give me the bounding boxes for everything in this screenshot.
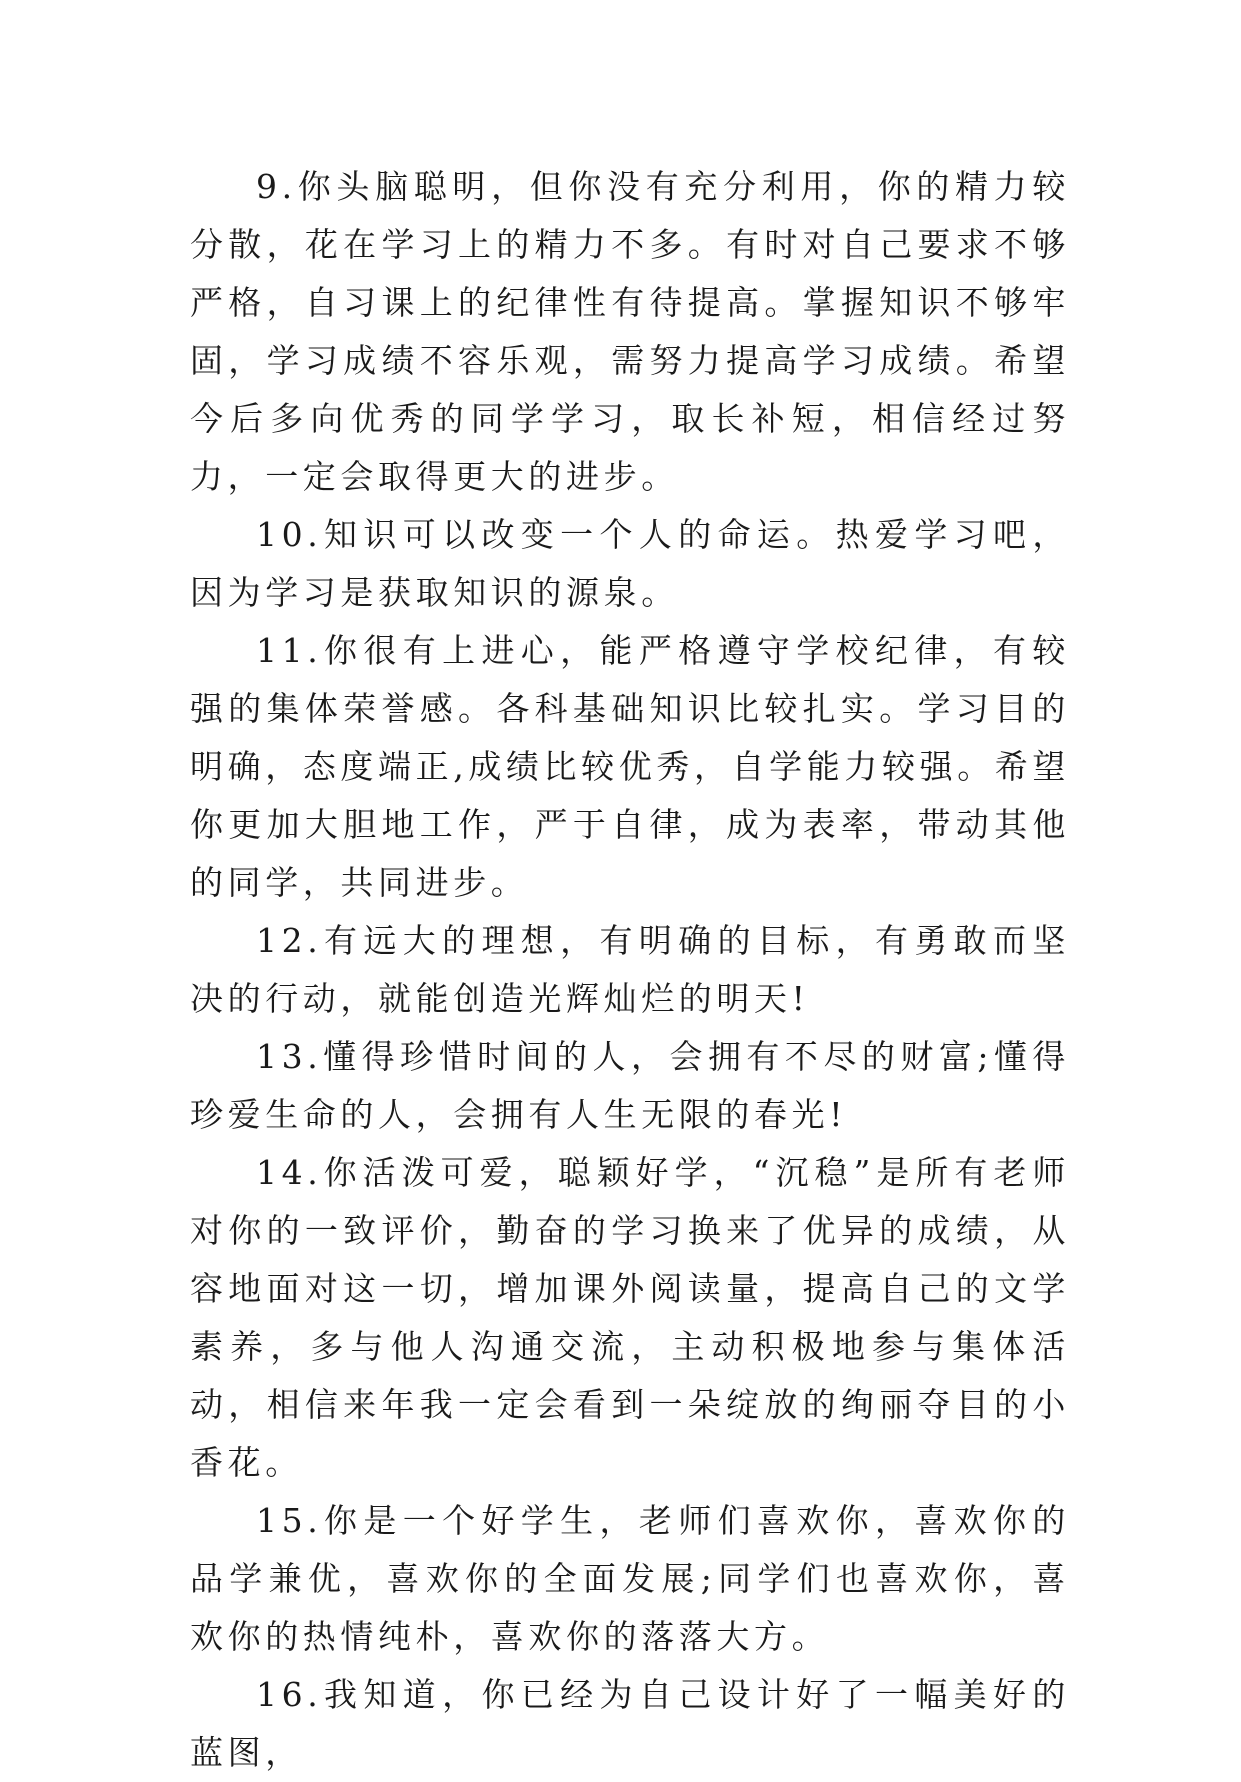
document-body bbox=[190, 158, 1070, 1782]
paragraph-9: 9.你头脑聪明，但你没有充分利用，你的精力较分散，花在学习上的精力不多。有时对自己要求不够严格，自习课上的纪律性有待提高。掌握知识不够牢固，学习成绩不容乐观，需努力提高学习成绩。希望今后多向优秀的同学学习，取长补短，相信经过努力，一定会取得更大的进步。 bbox=[190, 167, 1070, 496]
paragraph-14: 14.你活泼可爱，聪颖好学，“沉稳”是所有老师对你的一致评价，勤奋的学习换来了优异的成绩，从容地面对这一切，增加课外阅读量，提高自己的文学素养，多与他人沟通交流，主动积极地参与集体活动，相信来年我一定会看到一朵绽放的绚丽夺目的小香花。 bbox=[190, 1153, 1070, 1482]
paragraph-16: 16.我知道，你已经为自己设计好了一幅美好的蓝图， bbox=[190, 1675, 1070, 1772]
paragraph-13: 13.懂得珍惜时间的人，会拥有不尽的财富;懂得珍爱生命的人，会拥有人生无限的春光! bbox=[190, 1037, 1070, 1134]
paragraph-15: 15.你是一个好学生，老师们喜欢你，喜欢你的品学兼优，喜欢你的全面发展;同学们也喜欢你，喜欢你的热情纯朴，喜欢你的落落大方。 bbox=[190, 1501, 1070, 1656]
paragraph-11: 11.你很有上进心，能严格遵守学校纪律，有较强的集体荣誉感。各科基础知识比较扎实。学习目的明确，态度端正,成绩比较优秀，自学能力较强。希望你更加大胆地工作，严于自律，成为表率，带动其他的同学，共同进步。 bbox=[190, 631, 1070, 902]
paragraph-12: 12.有远大的理想，有明确的目标，有勇敢而坚决的行动，就能创造光辉灿烂的明天! bbox=[190, 921, 1070, 1018]
paragraph-10: 10.知识可以改变一个人的命运。热爱学习吧，因为学习是获取知识的源泉。 bbox=[190, 515, 1070, 612]
